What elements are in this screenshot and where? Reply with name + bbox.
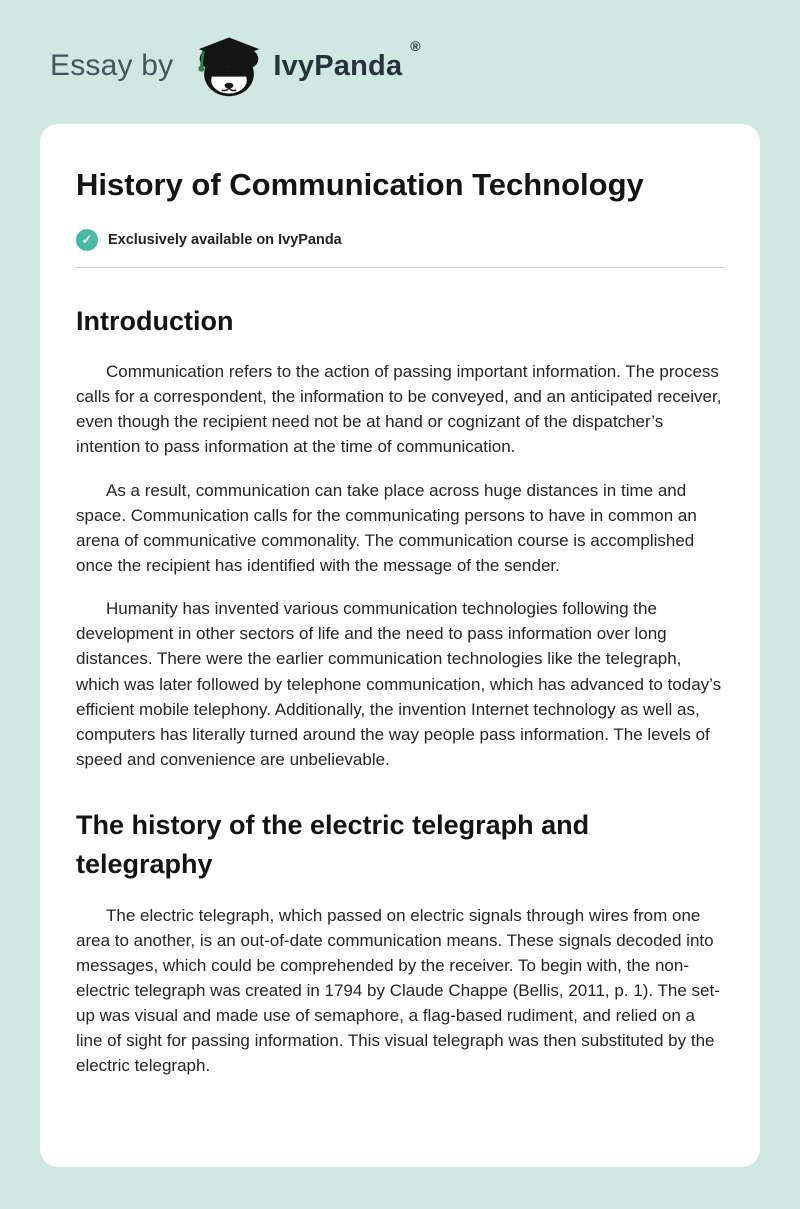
check-icon: ✓ <box>76 229 98 251</box>
paragraph: The electric telegraph, which passed on electric signals through wires from one area to another, is an out-of-date communication means. These signals decoded into messages, which could be comprehended by the receiver. To begin with, the non-electric telegraph was created in 1794 by Claude Chappe (Bellis, 2011, p. 1). The set-up was visual and made use of semaphore, a flag-based rudiment, and relied on a line of sight for passing information. This visual telegraph was then substituted by the electric telegraph. <box>76 905 720 1076</box>
essay-by-label: Essay by <box>50 49 174 82</box>
panda-graduate-icon <box>193 34 265 98</box>
brand-logo-link[interactable] <box>193 34 420 98</box>
divider <box>76 267 724 268</box>
paragraph: Communication refers to the action of passing important information. The process calls for a correspondent, the information to be conveyed, and an anticipated receiver, even though the recipient need not be at hand or cognizant of the dispatcher’s intention to pass information at the time of communication. <box>76 361 722 457</box>
exclusive-badge <box>76 229 724 251</box>
paragraph: Humanity has invented various communication technologies following the development in other sectors of life and the need to pass information over long distances. There were the earlier communication technologies like the telegraph, which was later followed by telephone communication, which has advanced to today’s efficient mobile telephony. Additionally, the invention Internet technology as well as, computers has literally turned around the way people pass information. The levels of speed and convenience are unbelievable. <box>76 599 722 770</box>
article-card <box>40 124 760 1167</box>
registered-mark: ® <box>410 38 421 54</box>
section-heading-introduction: Introduction <box>76 305 234 336</box>
page-title: History of Communication Technology <box>76 167 644 202</box>
section-heading-telegraph-history: The history of the electric telegraph and telegraphy <box>76 810 590 880</box>
paragraph: As a result, communication can take place across huge distances in time and space. Communication calls for the communicating persons to have in common an arena of communicative commonality. The communication course is accomplished once the recipient has identified with the message of the sender. <box>76 480 697 575</box>
badge-label: Exclusively available on IvyPanda <box>108 231 342 248</box>
brand-name: IvyPanda <box>273 49 403 82</box>
site-header <box>0 0 800 124</box>
